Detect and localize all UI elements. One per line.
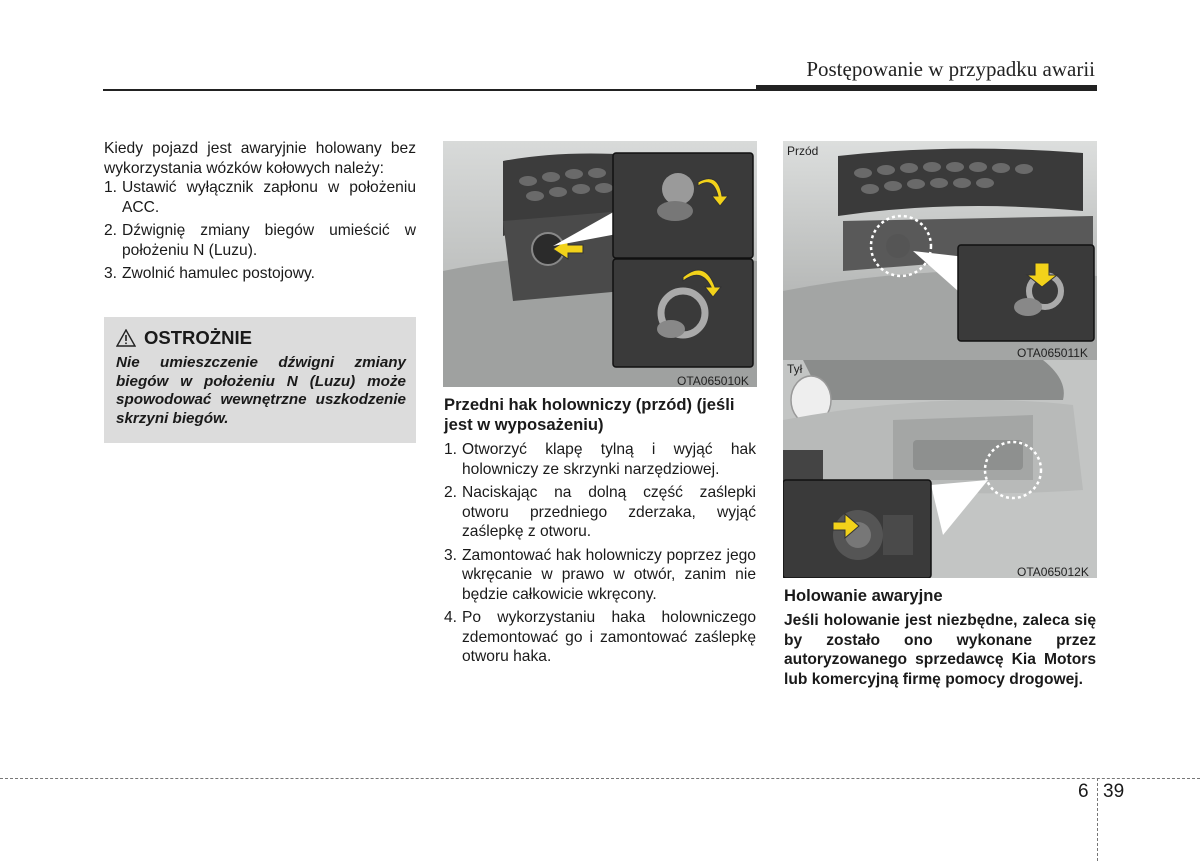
list-item: 4. Po wykorzystaniu haka holowniczego zdemontować go i zamontować zaślepkę otworu haka. [444, 609, 756, 665]
section-heading: Holowanie awaryjne [784, 586, 943, 605]
figure-code: OTA065010K [677, 374, 749, 388]
page-number: 39 [1103, 781, 1125, 802]
emergency-towing-paragraph: Jeśli holowanie jest niezbędne, zaleca się by zostało ono wykonane przez autoryzowanego sprzedawcę Kia Motors lub komercyjną firmę pomocy drogowej. [784, 612, 1096, 688]
list-item: 2. Dźwignię zmiany biegów umieścić w położeniu N (Luzu). [104, 222, 416, 259]
bumper-illustration [443, 141, 757, 387]
figure-tag-front: Przód [787, 144, 819, 158]
figure-front-tow-hook [443, 141, 757, 387]
figure-rear-hook-location [783, 360, 1097, 578]
figure-code: OTA065012K [1017, 565, 1089, 579]
header-rule [103, 89, 756, 91]
left-column [104, 139, 416, 284]
list-item: 3. Zwolnić hamulec postojowy. [104, 265, 315, 282]
caution-title: OSTROŻNIE [144, 327, 252, 348]
section-heading: Przedni hak holowniczy (przód) (jeśli jest w wyposażeniu) [444, 395, 735, 434]
figure-code: OTA065011K [1017, 346, 1088, 360]
header-rule-thick [756, 85, 1097, 91]
figure-tag-rear: Tył [787, 362, 803, 376]
list-item: 1. Otworzyć klapę tylną i wyjąć hak holowniczy ze skrzynki narzędziowej. [444, 441, 756, 478]
footer-vertical-divider [1097, 778, 1098, 861]
caution-text: Nie umieszczenie dźwigni zmiany biegów w położeniu N (Luzu) może spowodować wewnętrzne uszkodzenie skrzyni biegów. [116, 354, 406, 427]
right-column [784, 586, 1096, 689]
warning-triangle-icon [116, 329, 136, 347]
caution-box [104, 317, 416, 443]
rear-bumper-illustration [783, 360, 1097, 578]
running-header: Postępowanie w przypadku awarii [806, 57, 1095, 81]
footer-divider [0, 778, 1200, 779]
intro-paragraph: Kiedy pojazd jest awaryjnie holowany bez wykorzystania wózków kołowych należy: [104, 140, 416, 177]
list-item: 1. Ustawić wyłącznik zapłonu w położeniu ACC. [104, 179, 416, 216]
front-bumper-illustration [783, 141, 1097, 360]
chapter-number: 6 [1078, 781, 1089, 802]
figure-front-hook-location [783, 141, 1097, 360]
list-item: 3. Zamontować hak holowniczy poprzez jego wkręcanie w prawo w otwór, zanim nie będzie całkowicie wkręcony. [444, 546, 756, 603]
middle-column [444, 395, 756, 667]
list-item: 2. Naciskając na dolną część zaślepki otworu przedniego zderzaka, wyjąć zaślepkę z otworu. [444, 484, 756, 540]
